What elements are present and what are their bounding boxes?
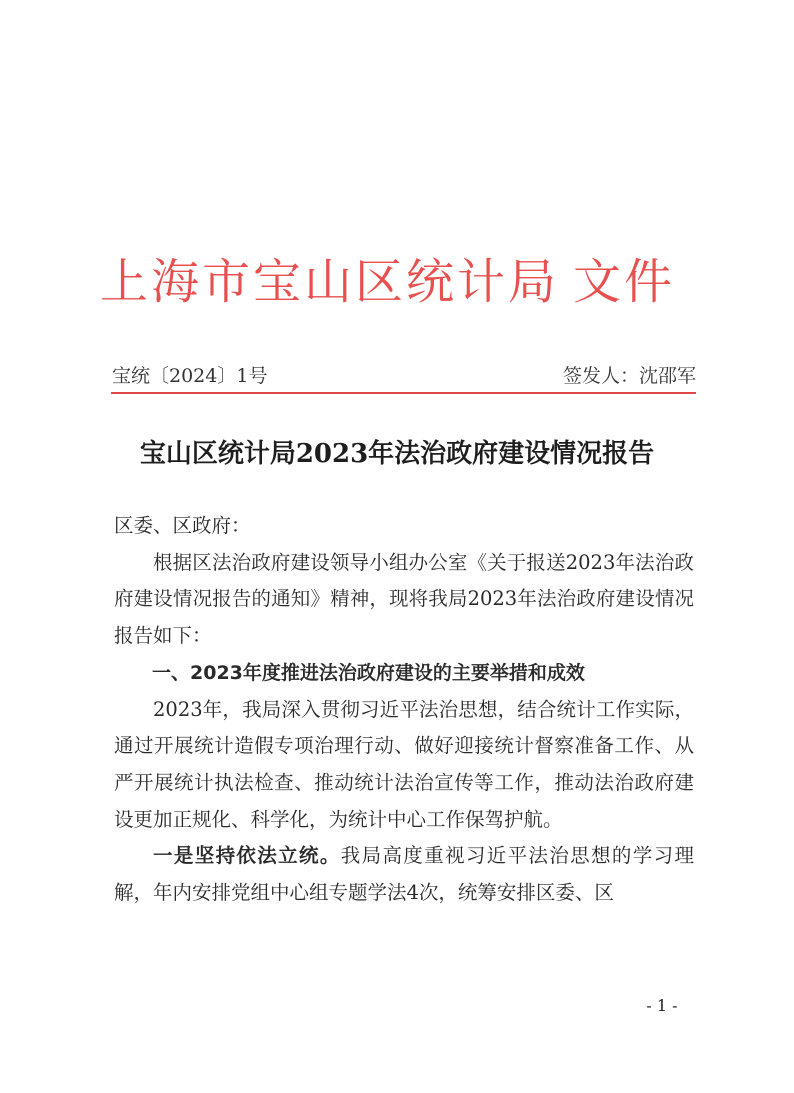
issuer-name: 上海市宝山区统计局: [100, 254, 560, 310]
section-1-paragraph: 2023年，我局深入贯彻习近平法治思想，结合统计工作实际，通过开展统计造假专项治理行动、做好迎接统计督察准备工作、从严开展统计执法检查、推动统计法治宣传等工作，推动法治政府建设更加正规化、科学化，为统计中心工作保驾护航。: [114, 697, 694, 831]
signer-name: 沈邵军: [638, 365, 696, 387]
issuer-doc-type: 文件: [573, 254, 676, 310]
signer: [563, 362, 696, 390]
intro-paragraph: 根据区法治政府建设领导小组办公室《关于报送2023年法治政府建设情况报告的通知》精神，现将我局2023年法治政府建设情况报告如下：: [114, 550, 694, 648]
document-meta-row: [112, 362, 696, 390]
point-1-lead: 一是坚持依法立统。: [153, 844, 341, 868]
red-divider-line: [111, 392, 696, 394]
issuer-header: [100, 244, 700, 320]
section-heading-1: 一、2023年度推进法治政府建设的主要举措和成效: [152, 661, 585, 684]
page-number: - 1 -: [646, 996, 678, 1015]
signer-label: 签发人：: [562, 365, 639, 387]
document-title: 宝山区统计局2023年法治政府建设情况报告: [139, 439, 655, 469]
document-body: [114, 508, 694, 912]
point-1-text: 我局高度重视习近平法治思想的学习理解，年内安排党组中心组专题学法4次，统筹安排区委、区: [114, 844, 694, 905]
document-number: 宝统〔2024〕1号: [112, 365, 268, 387]
salutation: 区委、区政府：: [114, 514, 251, 537]
point-1-paragraph: [114, 838, 694, 911]
